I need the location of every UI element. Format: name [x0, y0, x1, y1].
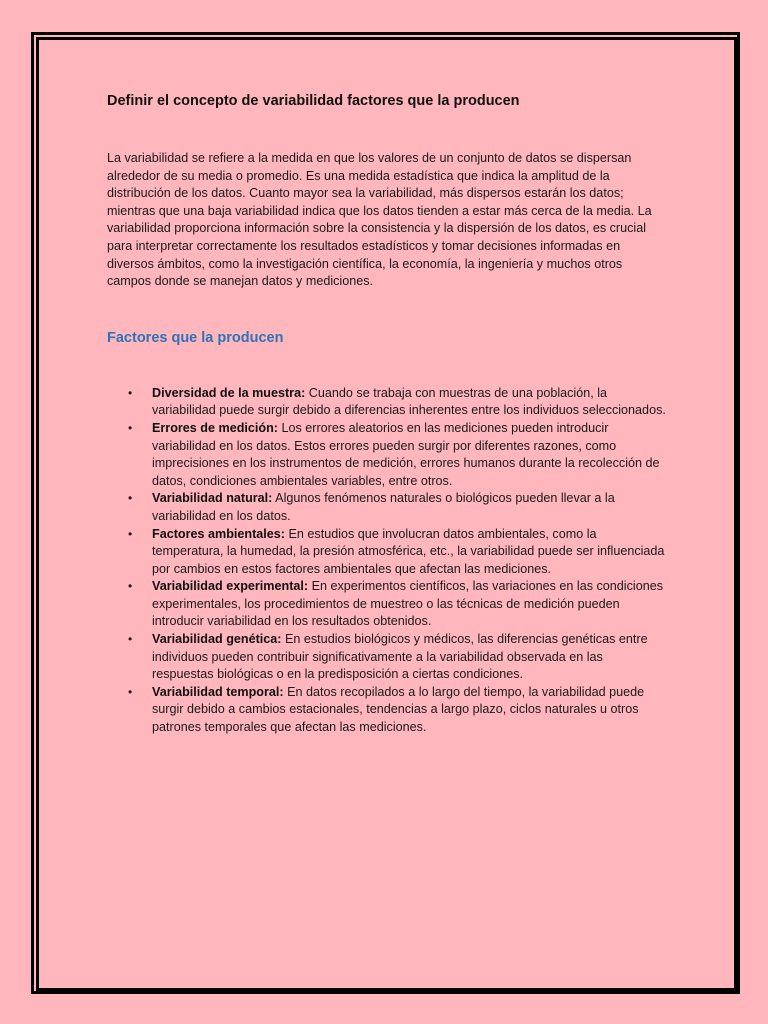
list-item [107, 578, 667, 631]
factor-term: Variabilidad genética: [152, 632, 282, 647]
list-item [107, 385, 667, 420]
list-item [107, 490, 667, 525]
factor-text: En datos recopilados a lo largo del tiempo, la variabilidad puede surgir debido a cambios estacionales, tendencias a largo plazo, ciclos naturales u otros patrones temporales que afectan las mediciones. [152, 684, 645, 735]
bullet-icon: • [128, 491, 133, 506]
factor-term: Variabilidad temporal: [152, 684, 284, 699]
factor-text: Los errores aleatorios en las mediciones pueden introducir variabilidad en los datos. Estos errores pueden surgir por diferentes razones, como imprecisiones en los instrumentos de medición, errores humanos durante la recolección de datos, condiciones ambientales variables, entre otros. [152, 420, 660, 488]
bullet-icon: • [128, 579, 133, 594]
definition-paragraph: La variabilidad se refiere a la medida en que los valores de un conjunto de datos se dispersan alrededor de su media o promedio. Es una medida estadística que indica la amplitud de la distribución de los datos. Cuanto mayor sea la variabilidad, más dispersos estarán los datos; mientras que una baja variabilidad indica que los datos tienden a estar más cerca de la media. La variabilidad proporciona información sobre la consistencia y la dispersión de los datos, es crucial para interpretar correctamente los resultados estadísticos y tomar decisiones informadas en diversos ámbitos, como la investigación científica, la economía, la ingeniería y muchos otros campos donde se manejan datos y mediciones. [107, 151, 652, 289]
section-heading: Factores que la producen [107, 329, 284, 346]
list-item [107, 631, 667, 684]
factor-text: Algunos fenómenos naturales o biológicos pueden llevar a la variabilidad en los datos. [152, 491, 615, 523]
factor-text: En experimentos científicos, las variaciones en las condiciones experimentales, los procedimientos de muestreo o las técnicas de medición pueden introducir variabilidad en los resultados obtenidos. [152, 579, 664, 629]
factor-term: Errores de medición: [152, 420, 278, 435]
list-item [107, 420, 667, 490]
factor-text: Cuando se trabaja con muestras de una población, la variabilidad puede surgir debido a diferencias inherentes entre los individuos seleccionados. [152, 385, 666, 418]
factor-term: Factores ambientales: [152, 526, 285, 541]
document-content [107, 92, 667, 737]
list-item [107, 684, 667, 737]
factor-term: Diversidad de la muestra: [152, 385, 306, 400]
factor-text: En estudios que involucran datos ambientales, como la temperatura, la humedad, la presión atmosférica, etc., la variabilidad puede ser influenciada por cambios en estos factores ambientales que afectan las mediciones. [152, 526, 665, 576]
factor-term: Variabilidad natural: [152, 491, 273, 506]
bullet-icon: • [128, 385, 133, 400]
list-item [107, 526, 667, 579]
factors-list [107, 385, 667, 737]
bullet-icon: • [128, 526, 133, 541]
factor-text: En estudios biológicos y médicos, las diferencias genéticas entre individuos pueden contribuir significativamente a la variabilidad observada en las respuestas biológicas o en la predisposición a ciertas condiciones. [152, 632, 648, 682]
bullet-icon: • [128, 684, 133, 699]
bullet-icon: • [128, 420, 133, 435]
bullet-icon: • [128, 632, 133, 647]
factor-term: Variabilidad experimental: [152, 579, 309, 594]
document-title: Definir el concepto de variabilidad factores que la producen [107, 93, 520, 109]
